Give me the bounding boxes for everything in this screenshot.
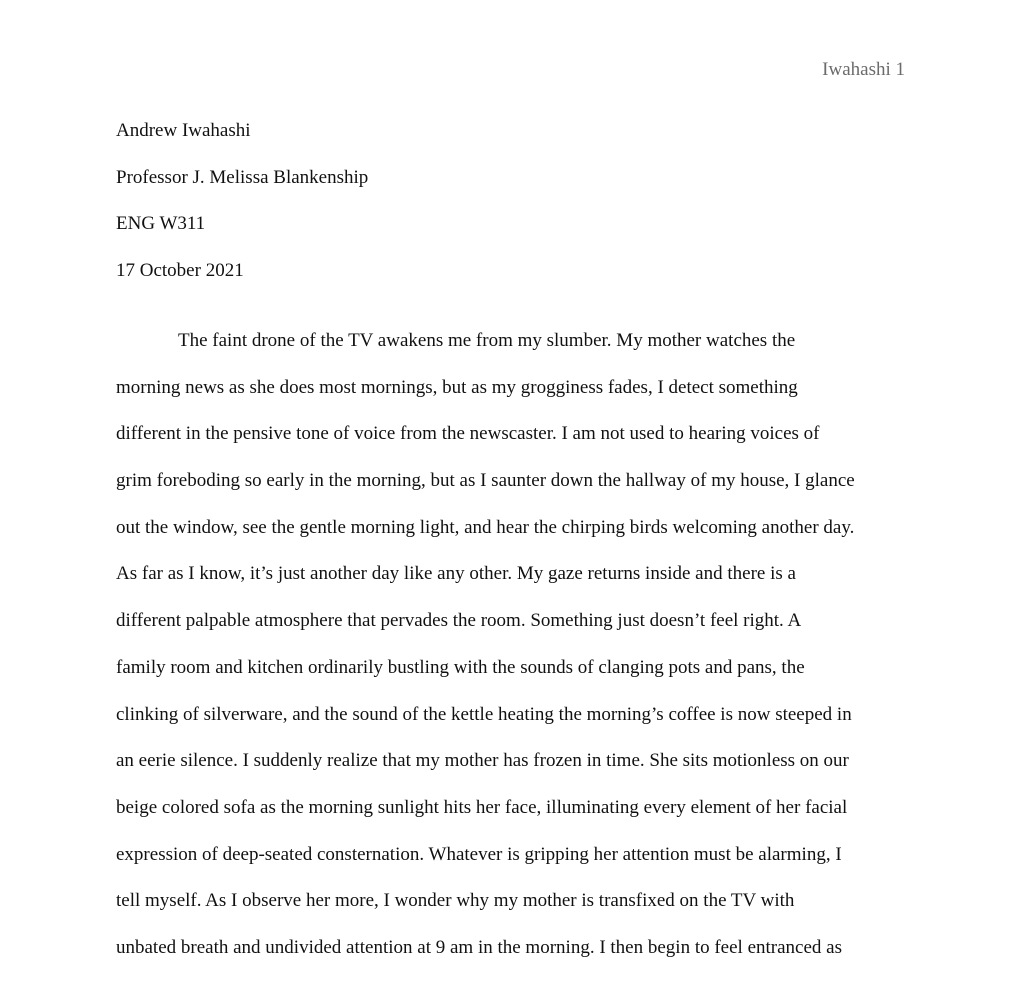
- body-line: unbated breath and undivided attention at 9 am in the morning. I then begin to feel entranced as: [116, 936, 842, 958]
- body-line: As far as I know, it’s just another day like any other. My gaze returns inside and there is a: [116, 563, 796, 585]
- body-line: different palpable atmosphere that pervades the room. Something just doesn’t feel right. A: [116, 610, 802, 632]
- author-name: Andrew Iwahashi: [116, 120, 251, 141]
- body-line: grim foreboding so early in the morning, but as I saunter down the hallway of my house, I glance: [116, 470, 855, 492]
- body-line: expression of deep-seated consternation. Whatever is gripping her attention must be alarming, I: [116, 843, 842, 865]
- body-line: out the window, see the gentle morning light, and hear the chirping birds welcoming another day.: [116, 516, 855, 538]
- body-line: an eerie silence. I suddenly realize that my mother has frozen in time. She sits motionless on our: [116, 750, 849, 772]
- body-line: The faint drone of the TV awakens me from my slumber. My mother watches the: [178, 330, 796, 351]
- essay-body: [116, 329, 916, 983]
- body-line: morning news as she does most mornings, but as my grogginess fades, I detect something: [116, 376, 798, 398]
- body-line: different in the pensive tone of voice from the newscaster. I am not used to hearing voices of: [116, 423, 820, 445]
- body-line: clinking of silverware, and the sound of the kettle heating the morning’s coffee is now steeped in: [116, 703, 852, 725]
- course-name: ENG W311: [116, 213, 206, 235]
- body-line: beige colored sofa as the morning sunlight hits her face, illuminating every element of her facial: [116, 796, 848, 818]
- professor-name: Professor J. Melissa Blankenship: [116, 166, 369, 188]
- body-line: family room and kitchen ordinarily bustling with the sounds of clanging pots and pans, the: [116, 656, 805, 678]
- document-date: 17 October 2021: [116, 260, 244, 282]
- page-header: Iwahashi 1: [822, 59, 905, 80]
- body-line: tell myself. As I observe her more, I wonder why my mother is transfixed on the TV with: [116, 890, 795, 912]
- mla-heading: [116, 119, 916, 306]
